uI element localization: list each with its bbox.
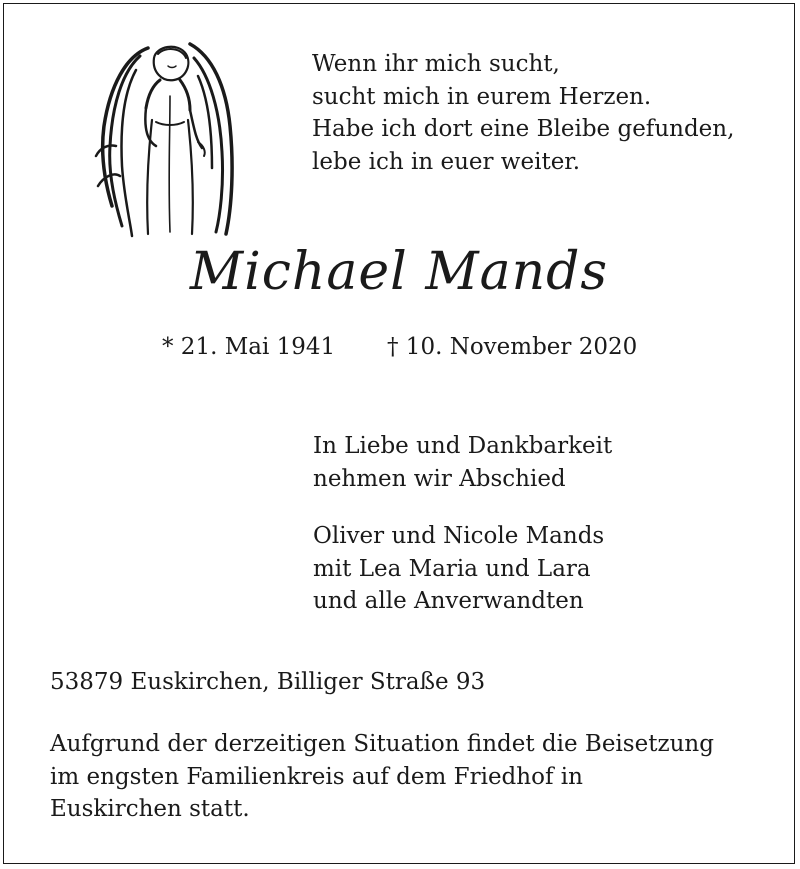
farewell-line: nehmen wir Abschied xyxy=(313,465,566,492)
farewell-text xyxy=(313,430,612,495)
poem-line: Habe ich dort eine Bleibe gefunden, xyxy=(312,116,735,142)
death-date: † 10. November 2020 xyxy=(387,334,638,360)
notice-line: Euskirchen statt. xyxy=(50,796,250,822)
poem xyxy=(312,48,734,178)
poem-line: Wenn ihr mich sucht, xyxy=(312,51,560,77)
family-line: mit Lea Maria und Lara xyxy=(313,555,591,582)
farewell-line: In Liebe und Dankbarkeit xyxy=(313,433,613,459)
angel-icon xyxy=(86,36,246,246)
address: 53879 Euskirchen, Billiger Straße 93 xyxy=(50,669,486,695)
deceased-name: Michael Mands xyxy=(189,242,609,302)
poem-line: sucht mich in eurem Herzen. xyxy=(312,83,652,110)
family-mourners xyxy=(313,520,604,618)
obituary-card xyxy=(3,3,795,864)
birth-date: * 21. Mai 1941 xyxy=(162,334,336,360)
notice-line: im engsten Familienkreis auf dem Friedhof in xyxy=(50,763,583,790)
family-line: Oliver und Nicole Mands xyxy=(313,523,605,549)
family-line: und alle Anverwandten xyxy=(313,588,584,614)
funeral-notice xyxy=(50,728,714,826)
notice-line: Aufgrund der derzeitigen Situation findet die Beisetzung xyxy=(50,731,714,757)
poem-line: lebe ich in euer weiter. xyxy=(312,148,581,175)
